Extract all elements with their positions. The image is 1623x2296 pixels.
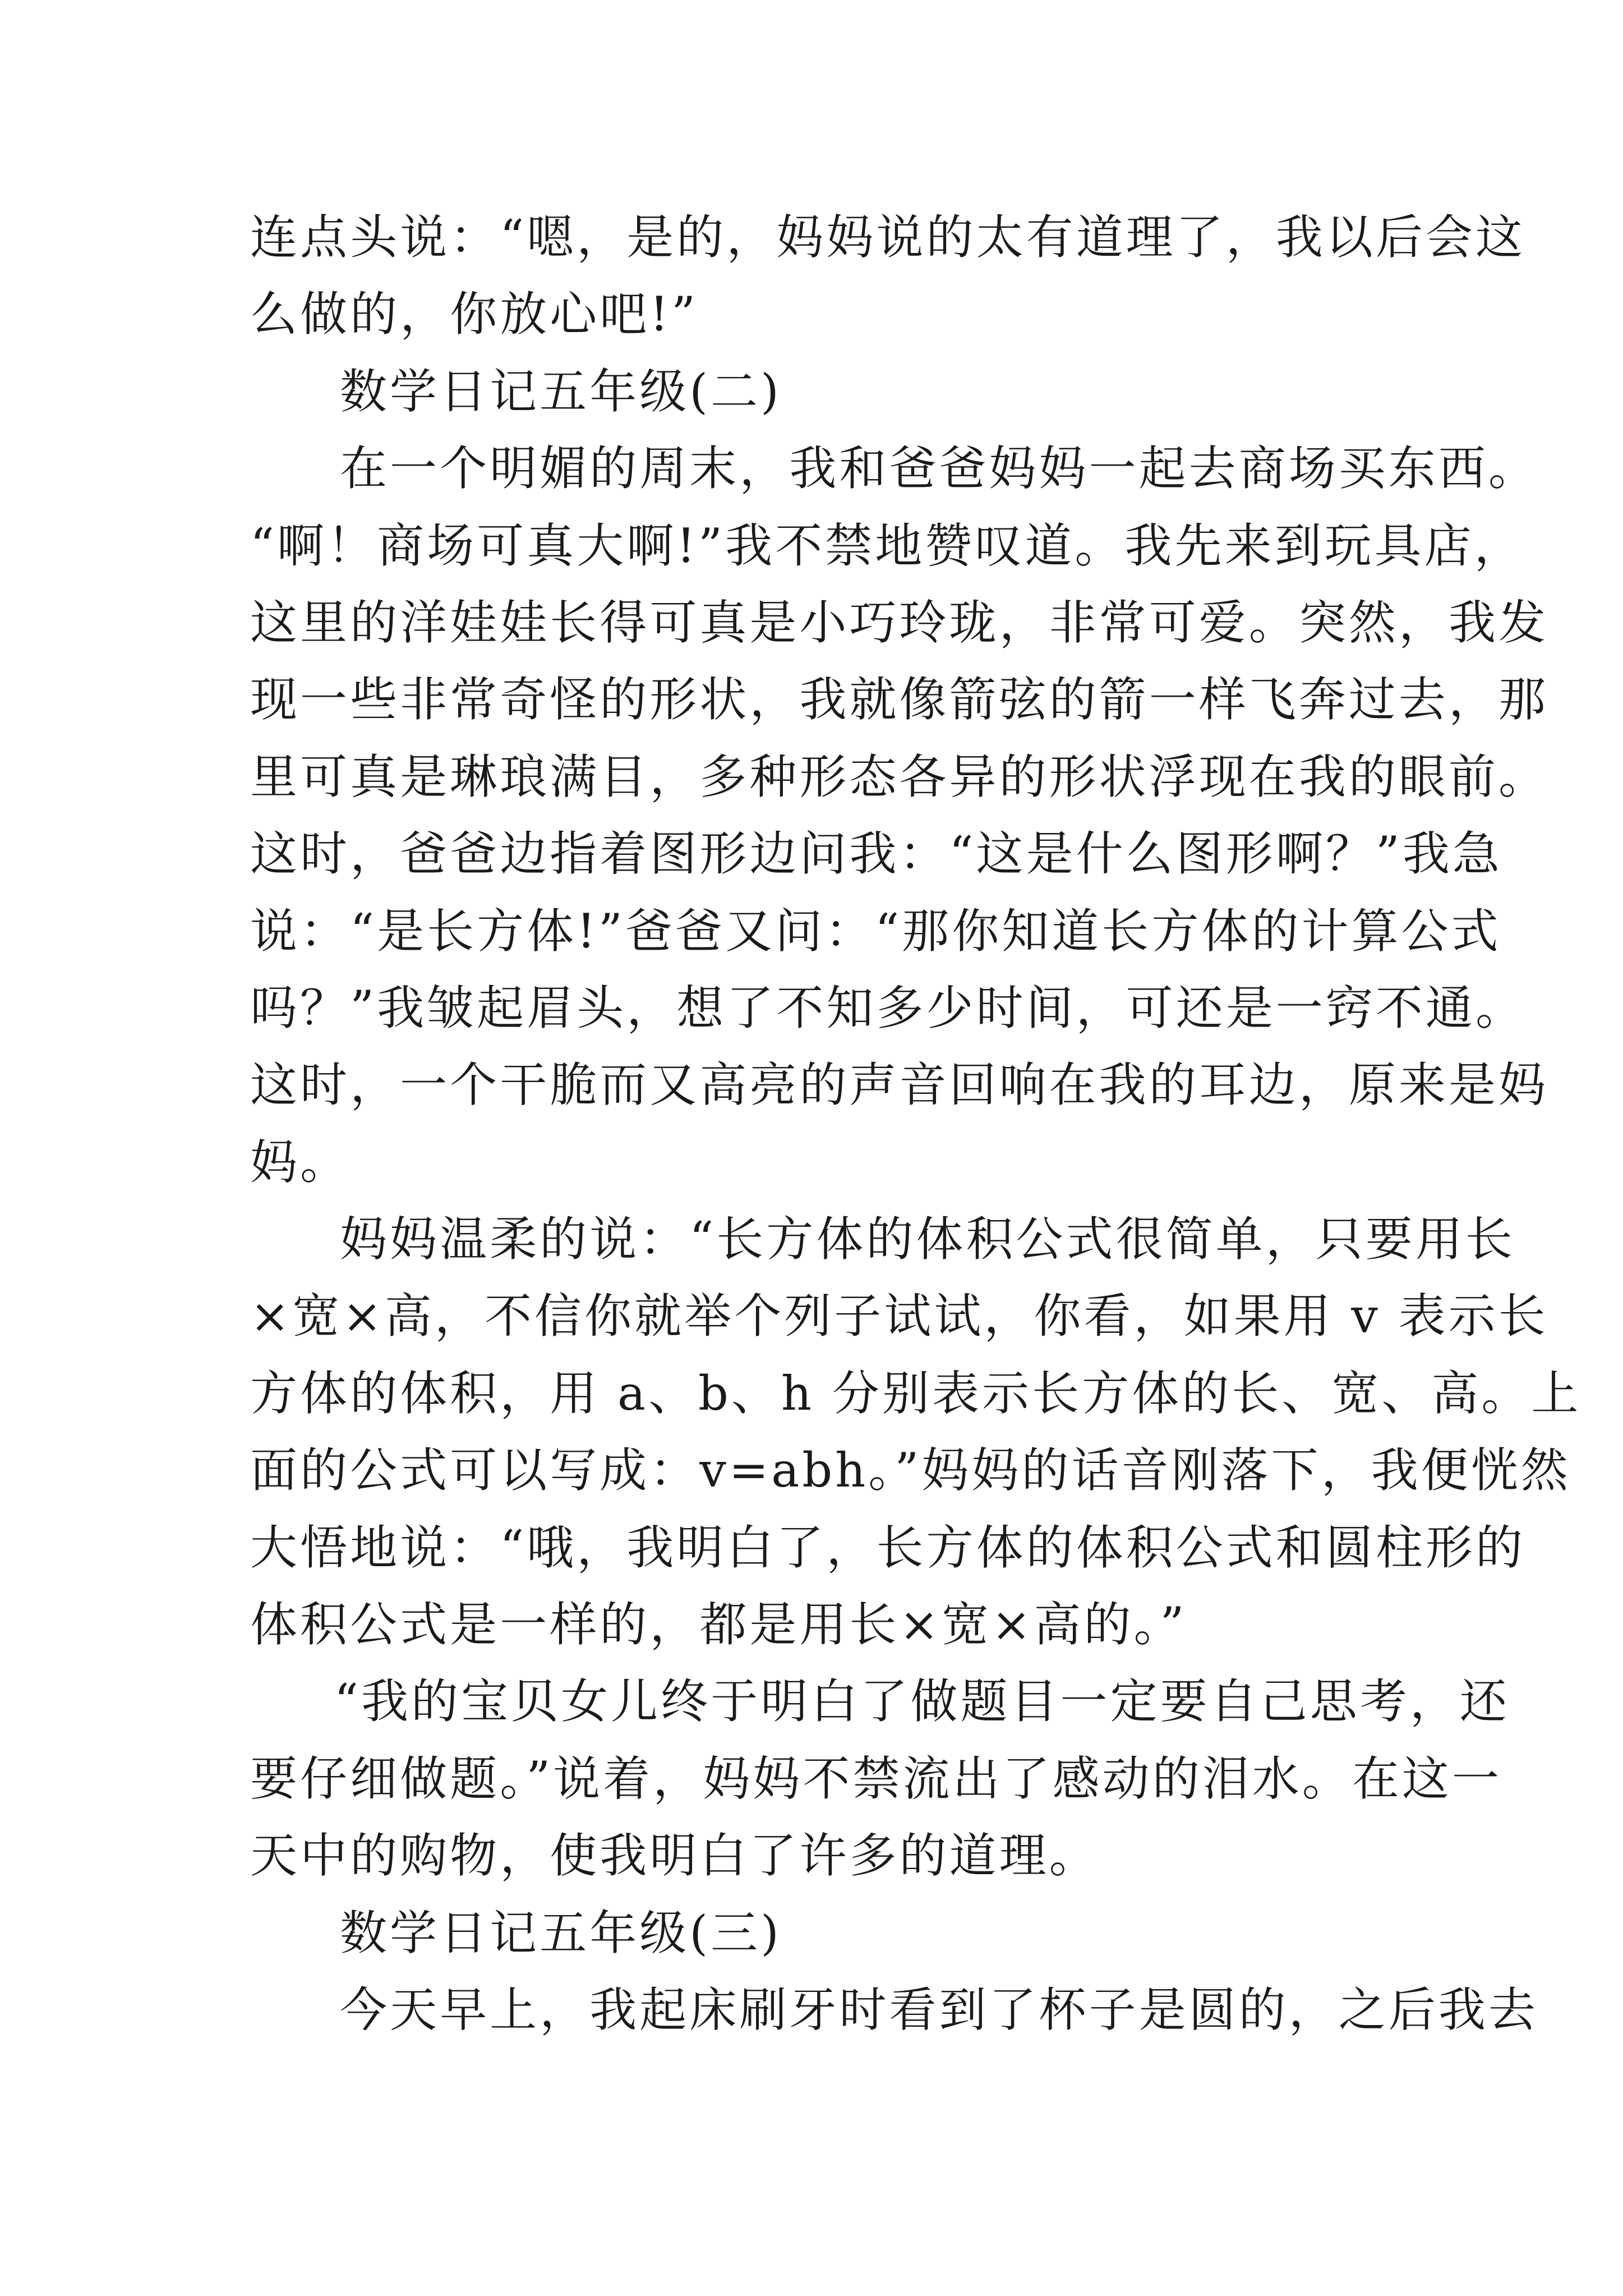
section-heading: 数学日记五年级(二) <box>340 364 782 419</box>
section-heading: 数学日记五年级(三) <box>340 1905 782 1961</box>
text-line: 今天早上，我起床刷牙时看到了杯子是圆的，之后我去 <box>340 1982 1538 2037</box>
text-line: 在一个明媚的周末，我和爸爸妈妈一起去商场买东西。 <box>340 441 1538 496</box>
text-line: 现一些非常奇怪的形状，我就像箭弦的箭一样飞奔过去，那 <box>250 672 1549 728</box>
text-line: 大悟地说：“哦，我明白了，长方体的体积公式和圆柱形的 <box>250 1520 1525 1575</box>
text-line: 吗？”我皱起眉头，想了不知多少时间，可还是一窍不通。 <box>250 980 1525 1036</box>
text-line: 连点头说：“嗯，是的，妈妈说的太有道理了，我以后会这 <box>250 210 1525 265</box>
text-line: 这里的洋娃娃长得可真是小巧玲珑，非常可爱。突然，我发 <box>250 595 1549 650</box>
text-line: 体积公式是一样的，都是用长×宽×高的。” <box>250 1597 1187 1653</box>
text-line: 妈。 <box>250 1134 351 1190</box>
body-text <box>250 199 1581 2049</box>
text-line: 面的公式可以写成：v=abh。”妈妈的话音刚落下，我便恍然 <box>250 1443 1571 1498</box>
text-line: 里可真是琳琅满目，多种形态各异的形状浮现在我的眼前。 <box>250 749 1549 804</box>
text-line: 方体的体积，用 a、b、h 分别表示长方体的长、宽、高。上 <box>250 1365 1581 1421</box>
text-line: 这时，爸爸边指着图形边问我：“这是什么图形啊？”我急 <box>250 826 1502 882</box>
text-line: 天中的购物，使我明白了许多的道理。 <box>250 1828 1099 1884</box>
text-line: 说：“是长方体!”爸爸又问：“那你知道长方体的计算公式 <box>250 903 1501 959</box>
text-line: “啊！商场可真大啊!”我不禁地赞叹道。我先来到玩具店， <box>250 518 1524 573</box>
text-line: ×宽×高，不信你就举个列子试试，你看，如果用 v 表示长 <box>250 1289 1548 1344</box>
text-line: 要仔细做题。”说着，妈妈不禁流出了感动的泪水。在这一 <box>250 1751 1502 1806</box>
text-line: 么做的，你放心吧!” <box>250 287 699 342</box>
text-line: “我的宝贝女儿终于明白了做题目一定要自己思考，还 <box>334 1674 1510 1729</box>
text-line: 妈妈温柔的说：“长方体的体积公式很简单，只要用长 <box>340 1212 1515 1267</box>
text-line: 这时，一个干脆而又高亮的声音回响在我的耳边，原来是妈 <box>250 1057 1549 1113</box>
